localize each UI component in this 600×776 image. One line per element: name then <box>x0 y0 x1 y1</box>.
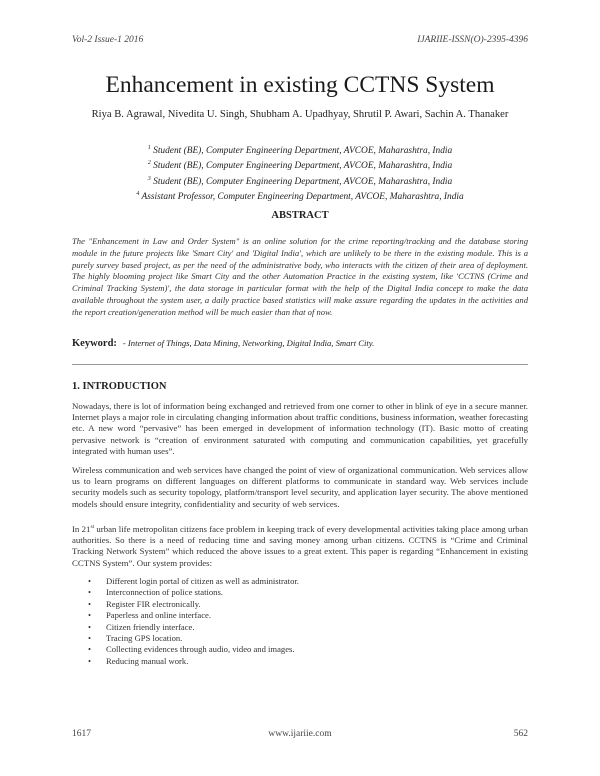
list-item: • Interconnection of police stations. <box>88 587 223 598</box>
volume-issue: Vol-2 Issue-1 2016 <box>72 35 144 45</box>
affiliations <box>72 142 528 203</box>
abstract-text: The "Enhancement in Law and Order System" is an online solution for the crime reporting/tracking and the database storing module in the future projects like 'Smart City' and 'Digital India', which are unlikely to be there in the existing module. This is a purely survey based project, as per the need of the administrative body, who interacts with the citizen of their area of deployment. The highly blooming project like Smart City and the other Automation Practice in the existing system, like 'CCTNS (Crime and Criminal Tracking System)', the data storage in particular format with the help of the Digital India concept to make the data available throughout the system user, a daily practice based statistics will make assure regarding the updates in the activities and the report creation/generation method will be much easier than that of now. <box>72 236 528 317</box>
bullet-icon: • <box>88 598 92 609</box>
paper-id: 1617 <box>72 729 91 739</box>
authors: Riya B. Agrawal, Nivedita U. Singh, Shubham A. Upadhyay, Shrutil P. Awari, Sachin A. Thanaker <box>91 109 509 120</box>
affiliation-1: $^1$ Student (BE), Computer Engineering Department, AVCOE, Maharashtra, India <box>147 145 453 157</box>
keywords <box>72 338 528 349</box>
list-item: • Different login portal of citizen as well as administrator. <box>88 576 299 586</box>
section-heading: 1. INTRODUCTION <box>72 381 167 392</box>
features-list <box>88 576 508 667</box>
bullet-icon: • <box>88 587 92 598</box>
divider <box>72 364 528 365</box>
list-item: • Tracing GPS location. <box>88 633 183 644</box>
list-item: • Collecting evidences through audio, video and images. <box>88 644 295 655</box>
affiliation-2: $^2$ Student (BE), Computer Engineering Department, AVCOE, Maharashtra, India <box>147 160 453 172</box>
keywords-text: - Internet of Things, Data Mining, Networking, Digital India, Smart City. <box>122 338 375 348</box>
affiliation-4: $^4$ Assistant Professor, Computer Engineering Department, AVCOE, Maharashtra, India <box>136 190 464 203</box>
affiliation-3: $^3$ Student (BE), Computer Engineering Department, AVCOE, Maharashtra, India <box>147 175 453 187</box>
intro-paragraph-3: In 21st urban life metropolitan citizens face problem in keeping track of every developmental activities taking place among urban authorities. So there is a need of reducing time and saving money among urban citizens. CCTNS is “Crime and Criminal Tracking Network System” which reduced the above issues to a great extent. This paper is regarding “Enhancement in existing CCTNS System”. Our system provides: <box>72 523 528 568</box>
bullet-icon: • <box>88 576 92 586</box>
page-number: 562 <box>513 729 528 739</box>
bullet-icon: • <box>88 644 92 655</box>
paper-title: Enhancement in existing CCTNS System <box>105 72 495 98</box>
bullet-icon: • <box>88 610 92 621</box>
list-item: • Citizen friendly interface. <box>88 621 195 632</box>
abstract-heading: ABSTRACT <box>271 210 329 221</box>
list-item: • Paperless and online interface. <box>88 610 211 621</box>
bullet-icon: • <box>88 655 92 666</box>
bullet-icon: • <box>88 621 92 632</box>
website-link[interactable]: www.ijariie.com <box>268 729 332 739</box>
bullet-icon: • <box>88 633 92 644</box>
list-item: • Register FIR electronically. <box>88 598 201 609</box>
list-item: • Reducing manual work. <box>88 655 189 666</box>
issn: IJARIIE-ISSN(O)-2395-4396 <box>417 35 528 45</box>
intro-paragraph-2: Wireless communication and web services have changed the point of view of organizational communication. Web services allow us to learn programs on different languages on different platforms to communicate in standard way. Web services include security models such as security topology, platform/transport level security, and application layer security. The above mentioned models should ensure integrity, confidentiality and security of web services. <box>72 465 528 509</box>
keywords-label: Keyword: <box>72 338 117 349</box>
intro-paragraph-1: Nowadays, there is lot of information being exchanged and retrieved from one corner to other in blink of eye in a secure manner. Internet plays a major role in circulating changing information about traffic conditions, business information, weather forecasting etc. A new word “pervasive” has been emerged in development of information technology (IT). Basic motto of creating pervasive network is “creation of environment saturated with computing and communication capabilities, yet gracefully integrated with human uses”. <box>72 401 528 456</box>
